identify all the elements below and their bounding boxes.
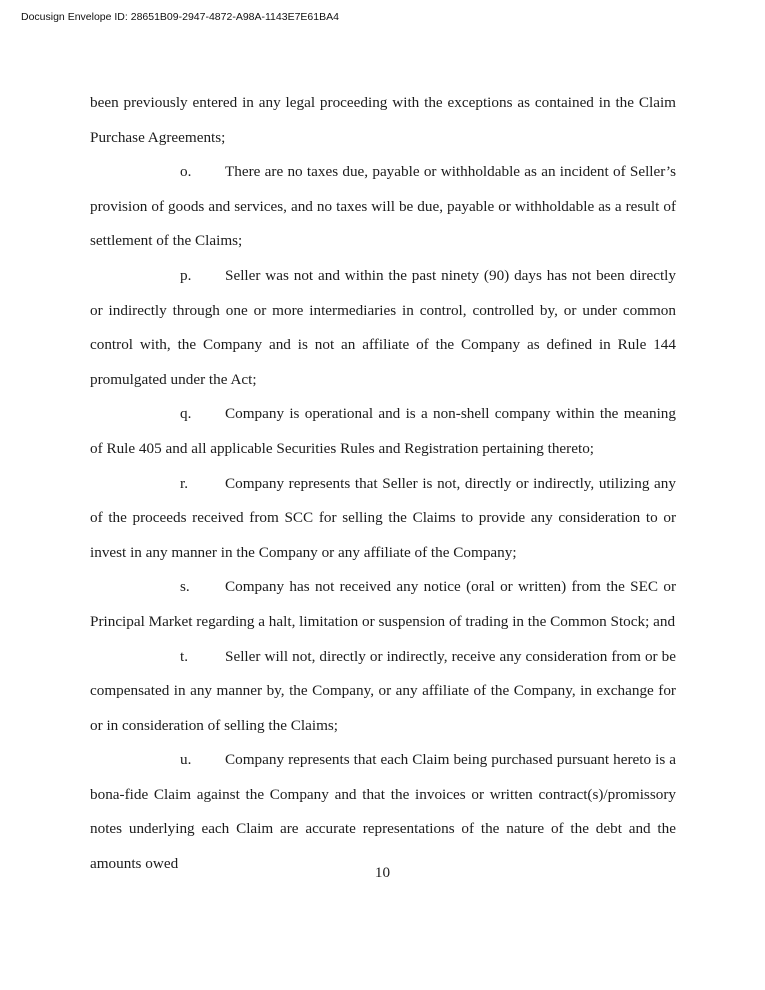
clause-t (90, 640, 676, 744)
document-body (90, 86, 676, 882)
clause-p (90, 259, 676, 397)
clause-q (90, 397, 676, 466)
clause-number: u. (180, 751, 192, 769)
docusign-envelope-id: Docusign Envelope ID: 28651B09-2947-4872-A98A-1143E7E61BA4 (21, 11, 339, 23)
clause-text: Seller was not and within the past ninety (90) days has not been directly or indirectly through one or more intermediaries in control, controlled by, or under common control with, the Company and is not an affiliate of the Company as defined in Rule 144 promulgated under the Act; (90, 266, 676, 388)
clause-o (90, 155, 676, 259)
page-number: 10 (374, 864, 391, 881)
clause-number: q. (180, 405, 192, 423)
clause-number: s. (180, 578, 190, 596)
clause-r (90, 467, 676, 571)
clause-number: r. (180, 474, 189, 492)
clause-text: Company is operational and is a non-shell company within the meaning of Rule 405 and all applicable Securities Rules and Registration pertaining thereto; (90, 405, 676, 457)
clause-number: t. (180, 647, 189, 665)
clause-text: There are no taxes due, payable or withholdable as an incident of Seller’s provision of goods and services, and no taxes will be due, payable or withholdable as a result of settlement of the Claims; (90, 163, 676, 250)
continuation-paragraph: been previously entered in any legal proceeding with the exceptions as contained in the Claim Purchase Agreements; (90, 94, 676, 146)
clause-text: Company represents that Seller is not, directly or indirectly, utilizing any of the proceeds received from SCC for selling the Claims to provide any consideration to or invest in any manner in the Company or any affiliate of the Company; (90, 474, 676, 561)
clause-text: Company represents that each Claim being purchased pursuant hereto is a bona-fide Claim against the Company and that the invoices or written contract(s)/promissory notes underlying each Claim are accurate representations of the nature of the debt and the amounts owed (90, 751, 676, 873)
clause-number: o. (180, 163, 192, 181)
clause-text: Company has not received any notice (oral or written) from the SEC or Principal Market regarding a halt, limitation or suspension of trading in the Common Stock; and (90, 578, 676, 630)
clause-text: Seller will not, directly or indirectly, receive any consideration from or be compensated in any manner by, the Company, or any affiliate of the Company, in exchange for or in consideration of selling the Claims; (90, 647, 676, 734)
clause-s (90, 570, 676, 639)
clause-u (90, 743, 676, 881)
clause-number: p. (180, 266, 192, 284)
